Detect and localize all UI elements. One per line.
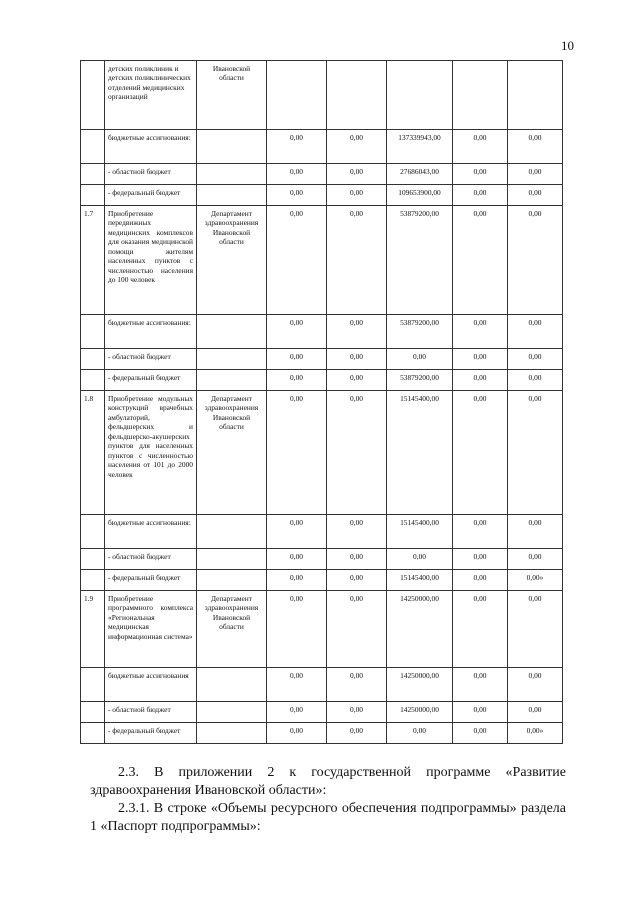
row-value-cell: 137339943,00 [387,130,453,164]
row-value-cell: 0,00 [508,702,563,723]
table-row [81,164,563,185]
row-name-cell: - областной бюджет [105,549,197,570]
row-value-cell: 0,00 [453,206,508,315]
row-value-cell: 0,00 [508,591,563,668]
row-value-cell: 0,00 [327,591,387,668]
row-value-cell: 0,00 [267,515,327,549]
row-name-cell: - федеральный бюджет [105,370,197,391]
row-value-cell: 0,00 [267,570,327,591]
row-value-cell: 0,00 [327,349,387,370]
row-value-cell: 0,00 [508,315,563,349]
row-index-cell: 1.7 [81,206,105,315]
row-value-cell: 0,00 [327,549,387,570]
row-value-cell: 0,00 [267,391,327,515]
row-value-cell: 0,00 [453,723,508,744]
row-value-cell: 15145400,00 [387,570,453,591]
row-value-cell: 0,00 [267,723,327,744]
row-name-cell: - областной бюджет [105,164,197,185]
row-value-cell: 0,00 [453,130,508,164]
row-value-cell: 0,00 [453,185,508,206]
row-index-cell: 1.9 [81,591,105,668]
table-row [81,206,563,315]
row-value-cell: 0,00 [267,370,327,391]
table-row [81,723,563,744]
row-executor-cell: Департамент здравоохранения Ивановской области [197,206,267,315]
row-executor-cell [197,130,267,164]
table-row [81,570,563,591]
row-value-cell: 0,00 [327,668,387,702]
row-value-cell: 0,00» [508,723,563,744]
row-value-cell: 0,00 [453,164,508,185]
row-index-cell [81,723,105,744]
row-name-cell: - областной бюджет [105,702,197,723]
row-value-cell: 0,00» [508,570,563,591]
table-row [81,391,563,515]
table-row [81,370,563,391]
row-value-cell: 0,00 [267,591,327,668]
row-index-cell [81,570,105,591]
row-name-cell: бюджетные ассигнования: [105,315,197,349]
row-value-cell: 0,00 [327,206,387,315]
row-value-cell: 0,00 [327,515,387,549]
row-value-cell: 14250000,00 [387,591,453,668]
row-name-cell: - федеральный бюджет [105,185,197,206]
row-value-cell: 0,00 [453,591,508,668]
row-value-cell: 0,00 [508,164,563,185]
row-index-cell [81,315,105,349]
table-row [81,591,563,668]
row-value-cell: 14250000,00 [387,668,453,702]
row-value-cell: 0,00 [453,702,508,723]
row-value-cell: 15145400,00 [387,515,453,549]
row-executor-cell [197,185,267,206]
row-value-cell: 0,00 [327,315,387,349]
row-index-cell [81,370,105,391]
table-row [81,515,563,549]
row-index-cell [81,549,105,570]
table-row [81,315,563,349]
row-executor-cell [197,570,267,591]
row-name-cell: детских поликлиник и детских поликлинических отделений медицинских организаций [105,61,197,130]
row-value-cell [508,61,563,130]
row-executor-cell [197,549,267,570]
row-value-cell: 53879200,00 [387,206,453,315]
row-index-cell: 1.8 [81,391,105,515]
row-value-cell: 0,00 [387,549,453,570]
paragraph-2-3-1-text: 2.3.1. В строке «Объемы ресурсного обеспечения подпрограммы» раздела 1 «Паспорт подпрограммы»: [90,801,566,834]
row-name-cell: - областной бюджет [105,349,197,370]
row-value-cell: 0,00 [508,668,563,702]
row-value-cell: 0,00 [267,702,327,723]
row-value-cell: 0,00 [267,130,327,164]
row-name-cell: - федеральный бюджет [105,723,197,744]
row-name-cell: Приобретение передвижных медицинских комплексов для оказания медицинской помощи жителям населенных пунктов с численностью населения до 100 человек [105,206,197,315]
row-value-cell: 53879200,00 [387,370,453,391]
row-index-cell [81,61,105,130]
row-value-cell [267,61,327,130]
row-value-cell: 0,00 [508,391,563,515]
row-name-cell: бюджетные ассигнования: [105,130,197,164]
row-value-cell: 0,00 [453,349,508,370]
table-row [81,549,563,570]
row-value-cell: 0,00 [327,702,387,723]
row-value-cell: 53879200,00 [387,315,453,349]
budget-table [80,60,563,744]
row-value-cell: 0,00 [508,515,563,549]
row-value-cell: 0,00 [453,515,508,549]
row-name-cell: Приобретение программного комплекса «Региональная медицинская информационная система» [105,591,197,668]
row-value-cell: 27686043,00 [387,164,453,185]
row-index-cell [81,702,105,723]
row-value-cell: 0,00 [267,668,327,702]
row-index-cell [81,349,105,370]
row-value-cell: 0,00 [453,570,508,591]
row-value-cell: 0,00 [508,549,563,570]
row-executor-cell [197,315,267,349]
row-executor-cell [197,349,267,370]
row-executor-cell [197,370,267,391]
row-value-cell: 0,00 [327,370,387,391]
row-value-cell: 0,00 [453,668,508,702]
row-value-cell: 0,00 [453,315,508,349]
row-value-cell: 0,00 [267,349,327,370]
row-executor-cell: Департамент здравоохранения Ивановской области [197,391,267,515]
row-index-cell [81,164,105,185]
row-value-cell: 0,00 [267,185,327,206]
row-value-cell: 14250000,00 [387,702,453,723]
row-value-cell [327,61,387,130]
row-index-cell [81,515,105,549]
paragraph-2-3-1 [90,800,566,836]
row-value-cell: 0,00 [508,206,563,315]
row-executor-cell: Ивановской области [197,61,267,130]
table-row [81,702,563,723]
row-executor-cell [197,668,267,702]
row-name-cell: бюджетные ассигнования: [105,515,197,549]
row-value-cell: 0,00 [327,185,387,206]
row-value-cell: 0,00 [453,370,508,391]
row-value-cell: 0,00 [453,549,508,570]
row-executor-cell [197,702,267,723]
row-value-cell: 0,00 [327,164,387,185]
paragraph-2-3 [90,764,566,800]
row-value-cell: 0,00 [387,349,453,370]
row-executor-cell [197,515,267,549]
row-value-cell: 0,00 [327,391,387,515]
row-index-cell [81,668,105,702]
row-value-cell: 0,00 [327,130,387,164]
row-index-cell [81,130,105,164]
row-value-cell: 0,00 [267,206,327,315]
row-value-cell: 0,00 [327,570,387,591]
row-index-cell [81,185,105,206]
row-value-cell: 0,00 [267,315,327,349]
paragraph-2-3-text: 2.3. В приложении 2 к государственной программе «Развитие здравоохранения Ивановской области»: [90,765,566,798]
row-value-cell: 0,00 [267,164,327,185]
row-value-cell: 0,00 [508,349,563,370]
table-row [81,668,563,702]
table-row [81,185,563,206]
row-value-cell: 0,00 [453,391,508,515]
table-row [81,61,563,130]
row-value-cell: 109653900,00 [387,185,453,206]
row-value-cell [453,61,508,130]
page-number: 10 [561,38,574,53]
row-name-cell: - федеральный бюджет [105,570,197,591]
row-value-cell: 0,00 [267,549,327,570]
row-executor-cell [197,723,267,744]
row-value-cell: 0,00 [508,185,563,206]
row-value-cell: 0,00 [327,723,387,744]
row-value-cell: 0,00 [387,723,453,744]
row-executor-cell: Департамент здравоохранения Ивановской области [197,591,267,668]
row-value-cell: 0,00 [508,130,563,164]
row-value-cell [387,61,453,130]
row-executor-cell [197,164,267,185]
row-value-cell: 15145400,00 [387,391,453,515]
table-row [81,130,563,164]
row-name-cell: бюджетные ассигнования [105,668,197,702]
table-row [81,349,563,370]
row-name-cell: Приобретение модульных конструкций врачебных амбулаторий, фельдшерских и фельдшерско-акушерских пунктов для населенных пунктов с численностью населения от 101 до 2000 человек [105,391,197,515]
row-value-cell: 0,00 [508,370,563,391]
